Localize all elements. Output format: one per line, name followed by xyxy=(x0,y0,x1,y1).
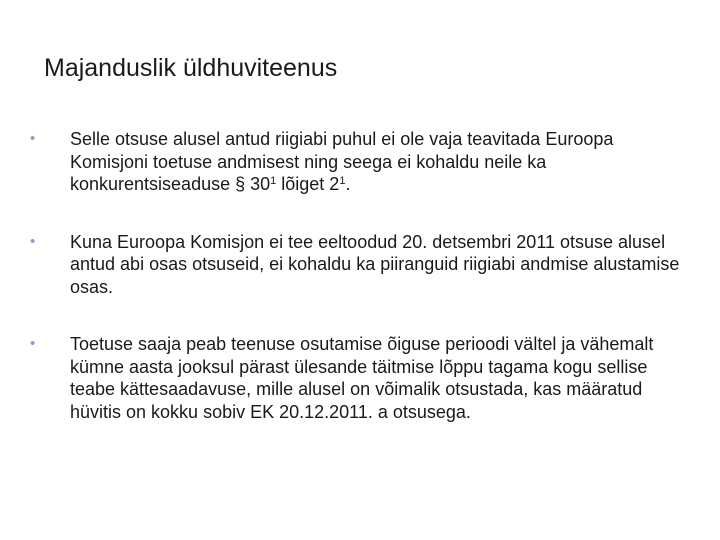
bullet-text-part: lõiget 2 xyxy=(276,174,340,194)
bullet-text xyxy=(70,129,613,194)
bullet-item xyxy=(30,333,690,423)
bullet-text: Kuna Euroopa Komisjon ei tee eeltoodud 20. detsembri 2011 otsuse alusel antud abi osas otsuseid, ei kohaldu ka piiranguid riigiabi andmise alustamise osas. xyxy=(70,231,680,297)
slide-title: Majanduslik üldhuviteenus xyxy=(44,54,338,82)
bullet-list xyxy=(30,128,690,423)
bullet-text: Toetuse saaja peab teenuse osutamise õiguse perioodi vältel ja vähemalt kümne aasta jooksul pärast ülesande täitmise lõppu tagama kogu sellise teabe kättesaadavuse, mille alusel on võimalik otsustada, kas määratud hüvitis on kokku sobiv EK 20.12.2011. a otsusega. xyxy=(70,334,654,422)
superscript: 1 xyxy=(270,175,277,187)
bullet-icon: • xyxy=(30,130,36,147)
bullet-icon: • xyxy=(30,335,36,352)
bullet-item xyxy=(30,128,690,196)
bullet-text-part: Selle otsuse alusel antud riigiabi puhul ei ole vaja teavitada Euroopa Komisjoni toetuse andmisest ning seega ei kohaldu neile ka konkurentsiseaduse § 30 xyxy=(70,129,614,194)
bullet-icon: • xyxy=(30,232,36,250)
superscript: 1 xyxy=(339,175,346,187)
bullet-text-part: . xyxy=(345,174,351,194)
bullet-item xyxy=(30,231,690,299)
